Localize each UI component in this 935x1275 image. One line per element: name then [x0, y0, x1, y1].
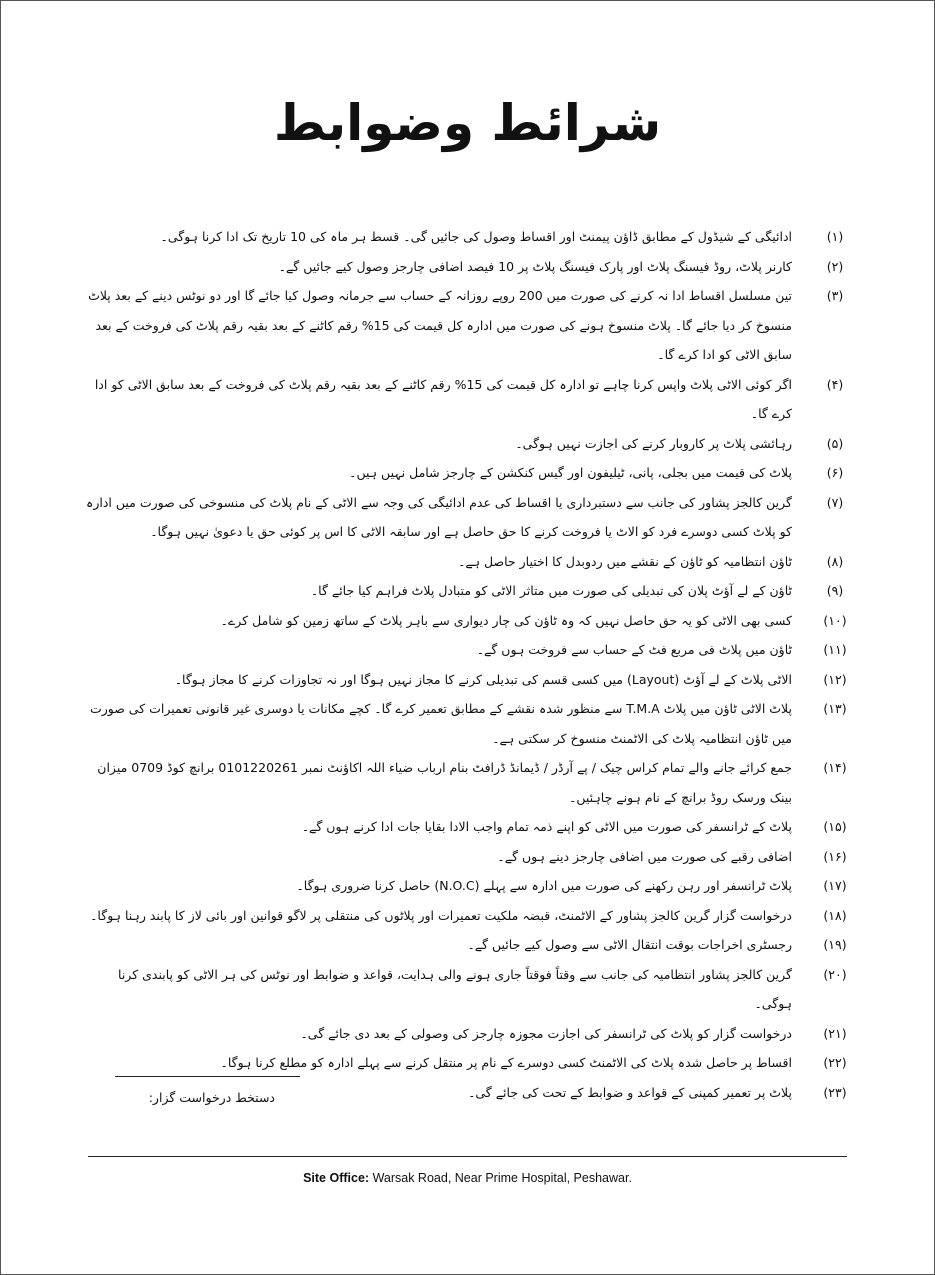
term-text: پلاٹ الاٹی ٹاؤن میں پلاٹ T.M.A سے منظور شدہ نقشے کے مطابق تعمیر کرے گا۔ کچے مکانات یا دوسری غیر قانونی تعمیرات کی صورت میں ٹاؤن انتظامیہ پلاٹ کی الاٹمنٹ منسوخ کر سکتی ہے۔	[89, 701, 792, 746]
term-text: پلاٹ ٹرانسفر اور رہن رکھنے کی صورت میں ادارہ سے پہلے (N.O.C) حاصل کرنا ضروری ہوگا۔	[296, 878, 792, 893]
term-number: (۱۰)	[823, 612, 847, 628]
term-item	[85, 606, 860, 636]
term-text: گرین کالجز پشاور انتظامیہ کی جانب سے وقتاً فوقتاً جاری ہونے والی ہدایت، قواعد و ضوابط اور نوٹس کی ہر الاٹی کو پابندی کرنا ہوگی۔	[118, 966, 792, 1011]
site-office-address: Warsak Road, Near Prime Hospital, Peshawar.	[372, 1171, 632, 1185]
term-text: کسی بھی الاٹی کو یہ حق حاصل نہیں کہ وہ ٹاؤن کی چار دیواری سے باہر پلاٹ کے ساتھ زمین کو شامل کرے۔	[220, 612, 792, 628]
term-item	[85, 576, 860, 606]
term-text: ٹاؤن میں پلاٹ فی مربع فٹ کے حساب سے فروخت ہوں گے۔	[476, 642, 792, 657]
term-item	[85, 458, 860, 488]
term-number: (۱۶)	[823, 848, 847, 864]
term-number: (۲۳)	[823, 1084, 847, 1100]
term-item	[85, 812, 860, 842]
term-text: ادائیگی کے شیڈول کے مطابق ڈاؤن پیمنٹ اور اقساط وصول کی جائیں گی۔ قسط ہر ماہ کی 10 تاریخ تک ادا کرنا ہوگی۔	[160, 229, 792, 244]
term-item	[85, 842, 860, 872]
term-text: اگر کوئی الاٹی پلاٹ واپس کرنا چاہے تو ادارہ کل قیمت کی 15% رقم کاٹنے کے بعد بقیہ رقم پلاٹ کی فروخت کے بعد سابق الاٹی کو ادا کرے گا۔	[94, 376, 792, 421]
term-text: پلاٹ کے ٹرانسفر کی صورت میں الاٹی کو اپنے ذمہ تمام واجب الادا بقایا جات ادا کرنے ہوں گے۔	[301, 819, 792, 834]
term-text: جمع کرائے جانے والے تمام کراس چیک / پے آرڈر / ڈیمانڈ ڈرافٹ بنام ارباب ضیاء اللہ اکاؤنٹ نمبر 0101220261 برانچ کوڈ 0709 میزان بینک ورسک روڈ برانچ کے نام ہونے چاہئیں۔	[97, 760, 792, 805]
term-text: اقساط پر حاصل شدہ پلاٹ کی الاٹمنٹ کسی دوسرے کے نام پر منتقل کرنے سے پہلے ادارہ کو مطلع کرنا ہوگا۔	[220, 1055, 792, 1070]
term-item	[85, 901, 860, 931]
term-text: درخواست گزار کو پلاٹ کی ٹرانسفر کی اجازت مجوزہ چارجز کی وصولی کے بعد دی جائے گی۔	[300, 1025, 792, 1041]
site-office-label: Site Office:	[303, 1171, 370, 1185]
term-item	[85, 930, 860, 960]
term-number: (۱۲)	[823, 671, 847, 687]
term-text: تین مسلسل اقساط ادا نہ کرنے کی صورت میں 200 روپے روزانہ کے حساب سے جرمانہ وصول کیا جائے گا اور دو نوٹس دینے کے بعد پلاٹ منسوخ کر دیا جائے گا۔ پلاٹ منسوخ ہونے کی صورت میں ادارہ کل قیمت کی 15% رقم کاٹنے کے بعد بقیہ رقم پلاٹ کی فروخت کے بعد سابق الاٹی کو ادا کرے گا۔	[88, 288, 792, 362]
term-number: (۱۷)	[823, 878, 847, 893]
term-number: (۱۹)	[823, 937, 847, 952]
term-text: گرین کالجز پشاور کی جانب سے دستبرداری یا اقساط کی عدم ادائیگی کی وجہ سے الاٹی کے نام پلاٹ کی منسوخی کی صورت میں ادارہ کو پلاٹ کسی دوسرے فرد کو الاٹ یا فروخت کرنے کا حق حاصل ہے اور سابقہ الاٹی کا اس پر کوئی حق یا دعویٰ نہیں ہوگا۔	[86, 494, 792, 539]
term-item	[85, 635, 860, 665]
term-item	[85, 753, 860, 812]
term-number: (۴)	[826, 376, 844, 392]
term-text: رہائشی پلاٹ پر کاروبار کرنے کی اجازت نہیں ہوگی۔	[515, 435, 792, 451]
signature-line	[115, 1076, 300, 1077]
term-text: رجسٹری اخراجات بوقت انتقال الاٹی سے وصول کیے جائیں گے۔	[467, 937, 792, 952]
footer-divider	[88, 1156, 847, 1157]
term-text: ٹاؤن کے لے آؤٹ پلان کی تبدیلی کی صورت میں متاثر الاٹی کو متبادل پلاٹ فراہم کیا جائے گا۔	[310, 583, 792, 598]
term-number: (۲۱)	[823, 1025, 847, 1041]
term-item	[85, 281, 860, 370]
term-number: (۵)	[826, 435, 844, 451]
terms-list	[85, 222, 860, 1107]
term-item	[85, 694, 860, 753]
term-number: (۶)	[826, 465, 844, 480]
term-number: (۲۰)	[823, 966, 847, 982]
term-text: درخواست گزار گرین کالجز پشاور کے الاٹمنٹ، قبضہ ملکیت تعمیرات اور پلاٹوں کی منتقلی پر لاگو قوانین اور بائی لاز کا پابند رہنا ہوگا۔	[90, 907, 792, 923]
term-item	[85, 1048, 860, 1078]
term-text: اضافی رقبے کی صورت میں اضافی چارجز دینے ہوں گے۔	[497, 848, 792, 864]
term-number: (۷)	[826, 494, 844, 510]
term-item	[85, 222, 860, 252]
term-item	[85, 370, 860, 429]
term-number: (۹)	[826, 583, 844, 598]
page-title: شرائط وضوابط	[273, 94, 662, 152]
term-number: (۱۳)	[823, 701, 847, 716]
term-text: ٹاؤن انتظامیہ کو ٹاؤن کے نقشے میں ردوبدل کا اختیار حاصل ہے۔	[458, 553, 792, 569]
term-text: پلاٹ کی قیمت میں بجلی، پانی، ٹیلیفون اور گیس کنکشن کے چارجز شامل نہیں ہیں۔	[349, 465, 792, 480]
term-item	[85, 665, 860, 695]
term-number: (۲۲)	[823, 1055, 847, 1070]
term-item	[85, 429, 860, 459]
term-item	[85, 488, 860, 547]
site-office-footer	[0, 1170, 935, 1186]
term-item	[85, 547, 860, 577]
term-number: (۱۴)	[823, 760, 847, 775]
term-item	[85, 252, 860, 282]
term-number: (۱)	[826, 229, 844, 244]
term-number: (۱۸)	[823, 907, 847, 923]
term-number: (۱۱)	[823, 642, 847, 657]
term-item	[85, 1019, 860, 1049]
term-text: الاٹی پلاٹ کے لے آؤٹ (Layout) میں کسی قسم کی تبدیلی کرنے کا مجاز نہیں ہوگا اور نہ تجاوزات کرنے کا مجاز ہوگا۔	[174, 671, 792, 687]
term-text: کارنر پلاٹ، روڈ فیسنگ پلاٹ اور پارک فیسنگ پلاٹ پر 10 فیصد اضافی چارجز وصول کیے جائیں گے۔	[278, 258, 792, 274]
term-item	[85, 871, 860, 901]
term-item	[85, 960, 860, 1019]
signature-label: دستخط درخواست گزار:	[148, 1090, 275, 1105]
term-text: پلاٹ پر تعمیر کمپنی کے قواعد و ضوابط کے تحت کی جائے گی۔	[468, 1084, 792, 1100]
term-number: (۸)	[826, 553, 844, 569]
term-number: (۲)	[826, 258, 844, 274]
term-number: (۱۵)	[823, 819, 847, 834]
term-number: (۳)	[826, 288, 844, 303]
